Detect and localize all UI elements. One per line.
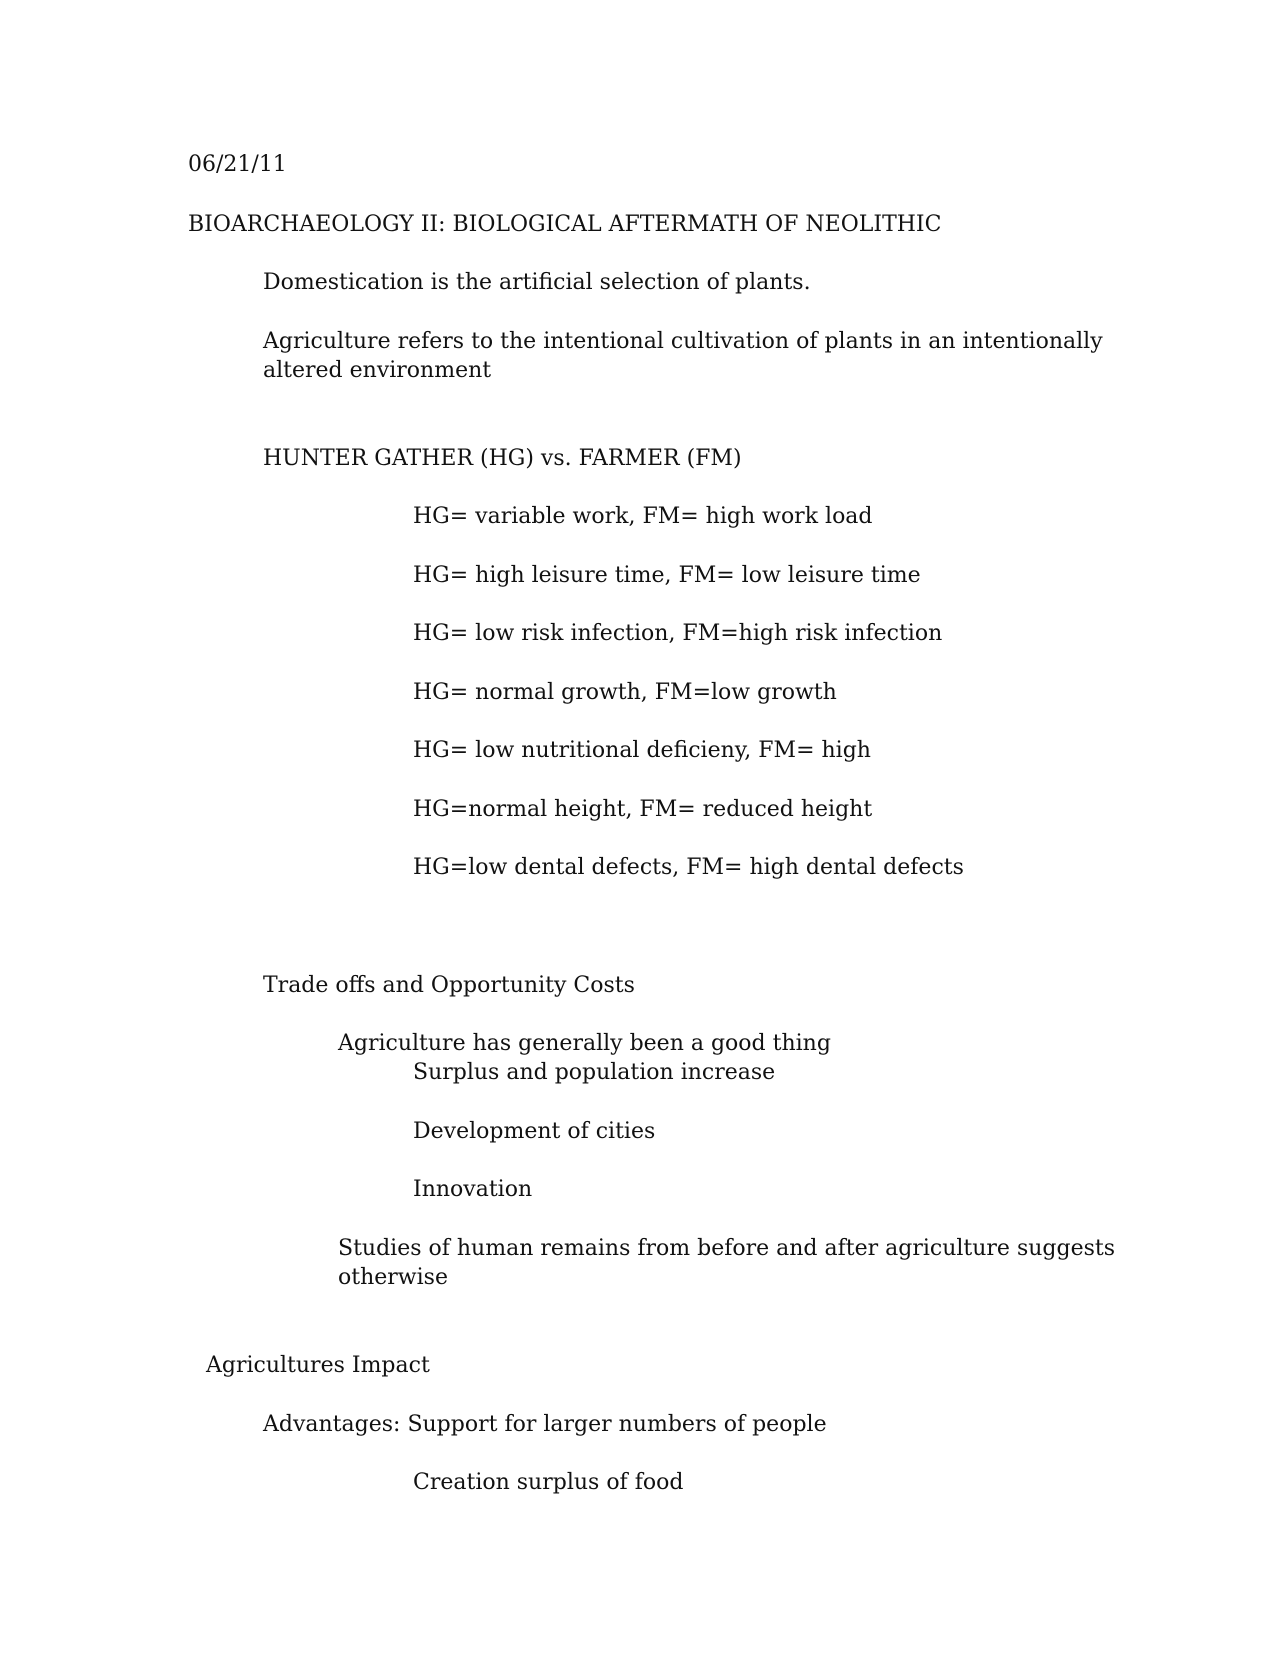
comparison-item: HG= high leisure time, FM= low leisure time [413, 563, 921, 588]
comparison-item: HG= low risk infection, FM=high risk infection [413, 621, 943, 646]
tradeoffs-point: Surplus and population increase [413, 1060, 776, 1085]
page-title: BIOARCHAEOLOGY II: BIOLOGICAL AFTERMATH OF NEOLITHIC [188, 212, 942, 237]
comparison-item: HG=low dental defects, FM= high dental defects [413, 855, 964, 880]
agriculture-definition-line-1: Agriculture refers to the intentional cultivation of plants in an intentionally [263, 329, 1103, 354]
tradeoffs-point: Development of cities [413, 1119, 656, 1144]
domestication-definition: Domestication is the artificial selection of plants. [263, 270, 811, 295]
agriculture-definition-line-2: altered environment [263, 358, 492, 383]
comparison-item: HG= normal growth, FM=low growth [413, 680, 837, 705]
comparison-item: HG= variable work, FM= high work load [413, 504, 873, 529]
impact-sub-point: Creation surplus of food [413, 1470, 684, 1495]
tradeoffs-heading: Trade offs and Opportunity Costs [263, 973, 635, 998]
tradeoffs-counter-line-1: Studies of human remains from before and after agriculture suggests [338, 1236, 1116, 1261]
impact-advantages: Advantages: Support for larger numbers of people [263, 1412, 827, 1437]
tradeoffs-claim: Agriculture has generally been a good thing [338, 1031, 831, 1056]
note-date: 06/21/11 [188, 152, 287, 177]
tradeoffs-point: Innovation [413, 1177, 533, 1202]
comparison-heading: HUNTER GATHER (HG) vs. FARMER (FM) [263, 446, 742, 471]
tradeoffs-counter-line-2: otherwise [338, 1265, 448, 1290]
comparison-item: HG=normal height, FM= reduced height [413, 797, 873, 822]
comparison-item: HG= low nutritional deficieny, FM= high [413, 738, 871, 763]
impact-heading: Agricultures Impact [206, 1353, 430, 1378]
